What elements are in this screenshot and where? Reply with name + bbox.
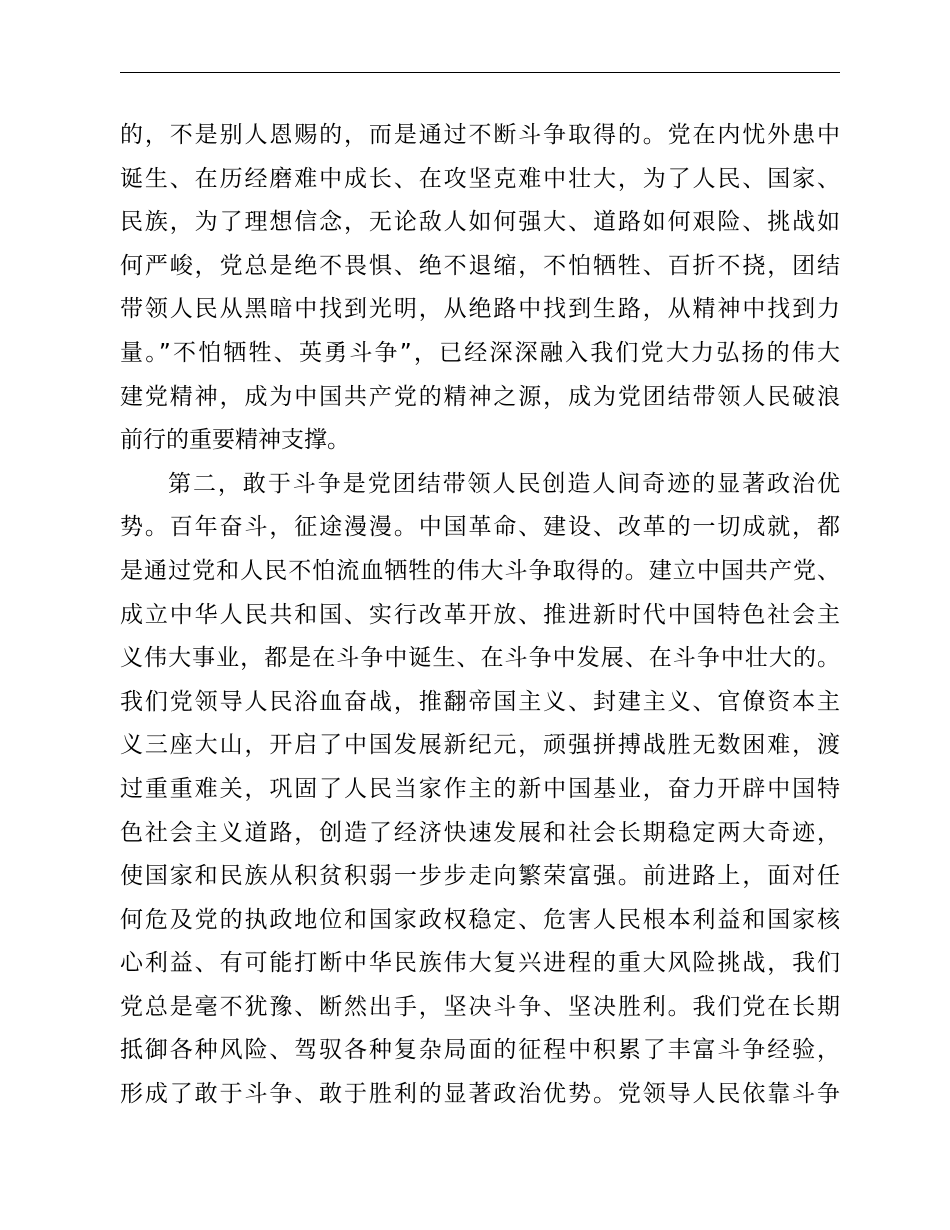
text-line: 带领人民从黑暗中找到光明，从绝路中找到生路，从精神中找到力 [120,296,840,323]
text-line: 心利益、有可能打断中华民族伟大复兴进程的重大风险挑战，我们 [120,950,840,977]
text-line: 势。百年奋斗，征途漫漫。中国革命、建设、改革的一切成就，都 [120,514,840,541]
header-rule [120,72,840,73]
body-text [120,114,840,1117]
text-line: 何危及党的执政地位和国家政权稳定、危害人民根本利益和国家核 [120,906,840,933]
text-line: 义伟大事业，都是在斗争中诞生、在斗争中发展、在斗争中壮大的。 [120,645,840,672]
text-line: 过重重难关，巩固了人民当家作主的新中国基业，奋力开辟中国特 [120,775,840,802]
text-line: 民族，为了理想信念，无论敌人如何强大、道路如何艰险、挑战如 [120,209,840,236]
paragraph-start-line: 第二，敢于斗争是党团结带领人民创造人间奇迹的显著政治优 [168,470,840,497]
text-line: 何严峻，党总是绝不畏惧、绝不退缩，不怕牺牲、百折不挠，团结 [120,252,840,279]
text-line: 我们党领导人民浴血奋战，推翻帝国主义、封建主义、官僚资本主 [120,688,840,715]
text-line: 使国家和民族从积贫积弱一步步走向繁荣富强。前进路上，面对任 [120,863,840,890]
text-line: 的，不是别人恩赐的，而是通过不断斗争取得的。党在内忧外患中 [120,122,840,148]
text-line: 成立中华人民共和国、实行改革开放、推进新时代中国特色社会主 [120,601,840,628]
text-line: 是通过党和人民不怕流血牺牲的伟大斗争取得的。建立中国共产党、 [120,557,840,584]
text-line: 前行的重要精神支撑。 [120,427,350,454]
text-line: 诞生、在历经磨难中成长、在攻坚克难中壮大，为了人民、国家、 [120,165,840,192]
text-line: 党总是毫不犹豫、断然出手，坚决斗争、坚决胜利。我们党在长期 [120,993,840,1020]
text-line: 抵御各种风险、驾驭各种复杂局面的征程中积累了丰富斗争经验， [120,1037,840,1064]
text-line: 量。”不怕牺牲、英勇斗争”，已经深深融入我们党大力弘扬的伟大 [120,339,840,366]
text-line: 色社会主义道路，创造了经济快速发展和社会长期稳定两大奇迹， [120,819,840,846]
text-line: 形成了敢于斗争、敢于胜利的显著政治优势。党领导人民依靠斗争 [120,1081,840,1108]
text-line: 义三座大山，开启了中国发展新纪元，顽强拼搏战胜无数困难，渡 [120,732,840,759]
text-line: 建党精神，成为中国共产党的精神之源，成为党团结带领人民破浪 [120,383,840,410]
